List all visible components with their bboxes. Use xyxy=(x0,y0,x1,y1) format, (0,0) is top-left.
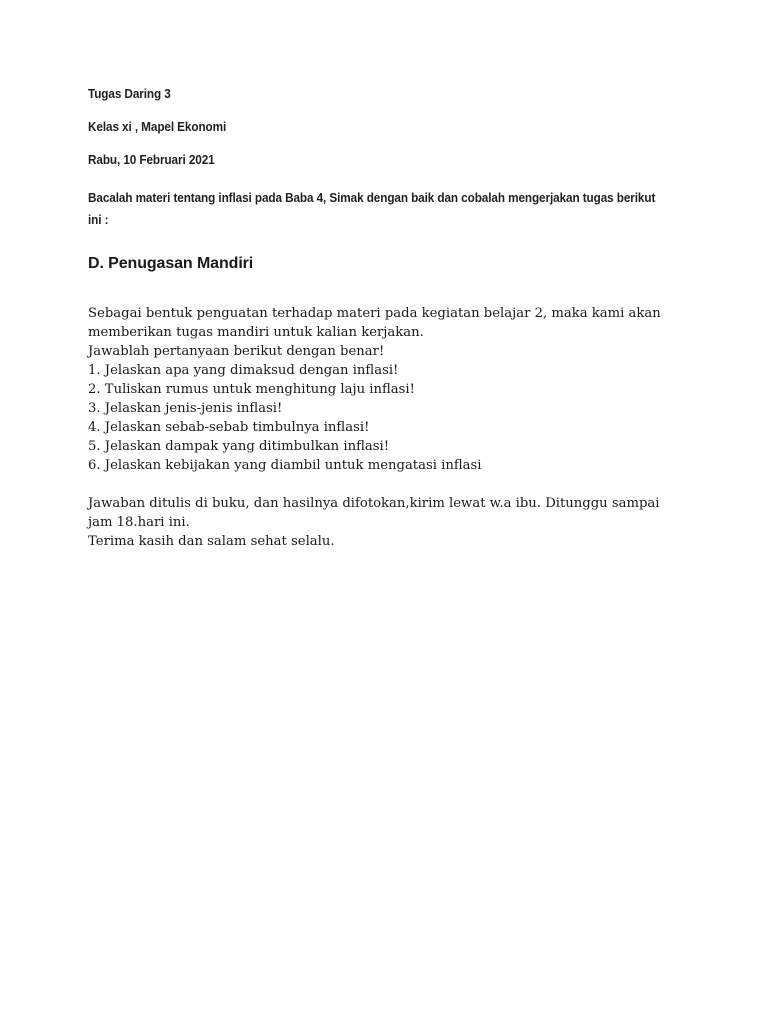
class-subject-line: Kelas xi , Mapel Ekonomi xyxy=(88,120,227,134)
list-item xyxy=(88,380,688,399)
question-number: 5. xyxy=(88,439,105,454)
question-list xyxy=(88,361,688,475)
date-line: Rabu, 10 Februari 2021 xyxy=(88,153,215,167)
question-number: 6. xyxy=(88,458,105,473)
reading-instruction: Bacalah materi tentang inflasi pada Baba 4, Simak dengan baik dan cobalah mengerjakan tugas berikut ini : xyxy=(88,191,656,227)
list-item xyxy=(88,437,688,456)
list-item xyxy=(88,361,688,380)
question-text: Jelaskan sebab-sebab timbulnya inflasi! xyxy=(104,420,370,435)
assignment-intro-paragraph: Sebagai bentuk penguatan terhadap materi pada kegiatan belajar 2, maka kami akan memberikan tugas mandiri untuk kalian kerjakan. xyxy=(88,306,661,340)
question-text: Jelaskan apa yang dimaksud dengan inflasi! xyxy=(104,363,399,378)
paragraph-spacer xyxy=(88,475,688,494)
question-text: Jelaskan kebijakan yang diambil untuk mengatasi inflasi xyxy=(104,458,482,473)
question-number: 4. xyxy=(88,420,105,435)
submission-instructions: Jawaban ditulis di buku, dan hasilnya difotokan,kirim lewat w.a ibu. Ditunggu sampai jam 18.hari ini. xyxy=(88,496,660,530)
question-text: Jelaskan dampak yang ditimbulkan inflasi! xyxy=(104,439,390,454)
section-heading-penugasan-mandiri: D. Penugasan Mandiri xyxy=(88,255,254,272)
document-title: Tugas Daring 3 xyxy=(88,87,171,101)
question-number: 1. xyxy=(88,363,105,378)
question-text: Jelaskan jenis-jenis inflasi! xyxy=(104,401,283,416)
list-item xyxy=(88,456,688,475)
question-number: 2. xyxy=(88,382,105,397)
sign-off-line: Terima kasih dan salam sehat selalu. xyxy=(88,534,335,549)
document-content xyxy=(88,88,668,551)
question-number: 3. xyxy=(88,401,105,416)
assignment-body xyxy=(88,304,688,551)
list-item xyxy=(88,418,688,437)
question-text: Tuliskan rumus untuk menghitung laju inflasi! xyxy=(104,382,415,397)
list-item xyxy=(88,399,688,418)
answer-prompt-line: Jawablah pertanyaan berikut dengan benar! xyxy=(88,344,385,359)
